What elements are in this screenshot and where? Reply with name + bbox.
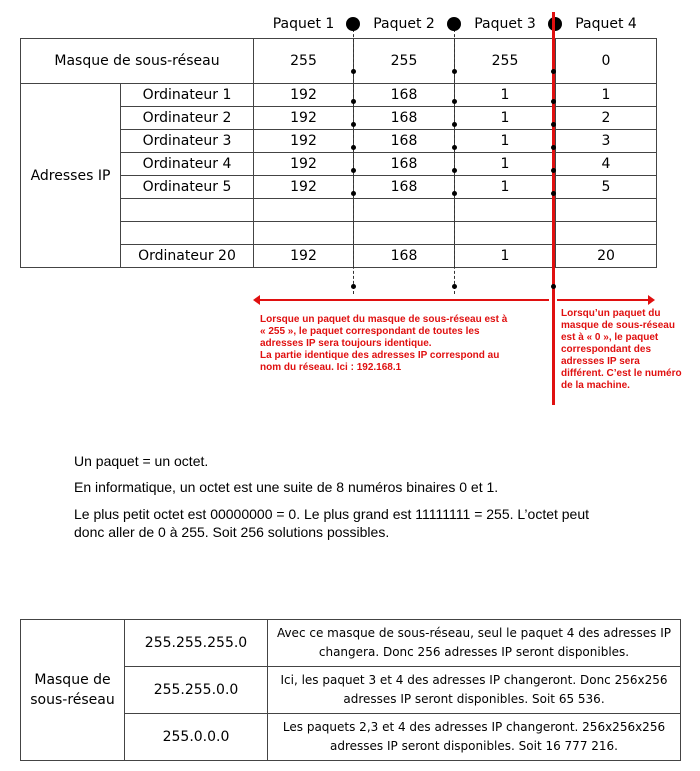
mask-label-line: sous-réseau: [30, 692, 115, 708]
computer-name: Ordinateur 3: [121, 130, 254, 153]
ip-octet: [455, 199, 556, 222]
separator-dot-large: [346, 17, 360, 31]
note-line: masque de sous-réseau: [561, 320, 675, 331]
mask-value: 255.255.0.0: [125, 667, 268, 714]
host-part-note: [561, 308, 682, 392]
mask-value: 255: [354, 39, 455, 84]
separator-dot: [351, 69, 356, 74]
mask-value: 255.255.255.0: [125, 620, 268, 667]
mask-description: [268, 667, 681, 714]
ip-octet: [556, 199, 657, 222]
ip-octet: 192: [254, 84, 354, 107]
ip-octet: 1: [455, 245, 556, 268]
table-row: [21, 620, 681, 667]
note-line: Lorsque un paquet du masque de sous-réseau est à: [260, 314, 508, 325]
ip-octet: 5: [556, 176, 657, 199]
separator-dot: [351, 99, 356, 104]
computer-name: [121, 199, 254, 222]
computer-name: Ordinateur 20: [121, 245, 254, 268]
separator-dot: [351, 284, 356, 289]
note-line: correspondant des: [561, 344, 652, 355]
description-line: Avec ce masque de sous-réseau, seul le paquet 4 des adresses IP: [276, 626, 672, 640]
paragraph: donc aller de 0 à 255. Soit 256 solutions possibles.: [74, 524, 390, 540]
separator-dot-large: [447, 17, 461, 31]
ip-octet: 192: [254, 130, 354, 153]
ip-octet: 168: [354, 107, 455, 130]
ip-octet: 1: [455, 107, 556, 130]
note-line: de la machine.: [561, 380, 630, 391]
note-line: nom du réseau. Ici : 192.168.1: [260, 362, 402, 373]
mask-value: 255: [254, 39, 354, 84]
note-line: La partie identique des adresses IP correspond au: [260, 350, 500, 361]
note-line: est à « 0 », le paquet: [561, 332, 659, 343]
separator-dot: [351, 168, 356, 173]
separator-dot: [452, 168, 457, 173]
note-line: différent. C’est le numéro: [561, 368, 682, 379]
ip-octet: 168: [354, 245, 455, 268]
ip-octet: [254, 222, 354, 245]
paragraph: Un paquet = un octet.: [74, 453, 209, 469]
separator-dot: [551, 99, 556, 104]
network-part-arrow: [255, 299, 549, 301]
separator-line-2: [454, 24, 455, 294]
separator-dot: [551, 191, 556, 196]
computer-name: Ordinateur 2: [121, 107, 254, 130]
table-row: [21, 84, 657, 107]
ip-address-table: [20, 10, 657, 268]
ip-octet: 168: [354, 153, 455, 176]
header-paquet-2: Paquet 2: [354, 10, 455, 39]
ip-octet: 192: [254, 153, 354, 176]
ip-octet: 1: [455, 84, 556, 107]
header-paquet-1: Paquet 1: [254, 10, 354, 39]
ip-octet: 168: [354, 176, 455, 199]
description-line: Ici, les paquet 3 et 4 des adresses IP changeront. Donc 256x256: [280, 673, 668, 687]
ip-octet: [354, 222, 455, 245]
paragraph: Le plus petit octet est 00000000 = 0. Le plus grand est 11111111 = 255. L’octet peut: [74, 506, 590, 522]
separator-dot: [351, 122, 356, 127]
separator-dot: [551, 284, 556, 289]
separator-dot: [452, 122, 457, 127]
note-line: adresses IP sera toujours identique.: [260, 338, 432, 349]
separator-line-1: [353, 24, 354, 294]
separator-dot: [452, 145, 457, 150]
subnet-mask-table: [20, 619, 681, 761]
ip-octet: 3: [556, 130, 657, 153]
mask-description: [268, 620, 681, 667]
paragraph: En informatique, un octet est une suite de 8 numéros binaires 0 et 1.: [74, 479, 499, 495]
computer-name: Ordinateur 4: [121, 153, 254, 176]
mask-label: Masque de sous-réseau: [21, 39, 254, 84]
ip-octet: 168: [354, 84, 455, 107]
ip-octet: [455, 222, 556, 245]
separator-dot: [351, 145, 356, 150]
separator-dot: [452, 69, 457, 74]
computer-name: Ordinateur 5: [121, 176, 254, 199]
mask-table-label: [21, 620, 125, 761]
separator-dot-large: [548, 17, 562, 31]
description-line: adresses IP seront disponibles. Soit 16 777 216.: [330, 739, 618, 753]
ip-octet: 20: [556, 245, 657, 268]
ip-octet: 1: [455, 176, 556, 199]
separator-dot: [452, 191, 457, 196]
note-line: adresses IP sera: [561, 356, 640, 367]
ip-octet: 1: [455, 153, 556, 176]
description-line: changera. Donc 256 adresses IP seront disponibles.: [318, 645, 630, 659]
separator-dot: [551, 122, 556, 127]
mask-label-line: Masque de: [34, 672, 111, 688]
separator-dot: [452, 99, 457, 104]
header-paquet-3: Paquet 3: [455, 10, 556, 39]
group-label: Adresses IP: [21, 84, 121, 268]
ip-octet: 2: [556, 107, 657, 130]
ip-octet: 192: [254, 107, 354, 130]
computer-name: [121, 222, 254, 245]
ip-octet: 4: [556, 153, 657, 176]
separator-dot: [351, 191, 356, 196]
description-line: adresses IP seront disponibles. Soit 65 536.: [343, 692, 605, 706]
ip-octet: 1: [455, 130, 556, 153]
separator-dot: [452, 284, 457, 289]
ip-octet: 192: [254, 245, 354, 268]
ip-octet: [556, 222, 657, 245]
network-part-note: [260, 314, 507, 374]
mask-description: [268, 714, 681, 761]
host-part-arrow: [557, 299, 653, 301]
ip-octet: 1: [556, 84, 657, 107]
note-line: « 255 », le paquet correspondant de toutes les: [260, 326, 480, 337]
separator-dot: [551, 145, 556, 150]
mask-value: 0: [556, 39, 657, 84]
note-line: Lorsqu’un paquet du: [561, 308, 661, 319]
ip-octet: [254, 199, 354, 222]
ip-octet: 192: [254, 176, 354, 199]
header-paquet-4: Paquet 4: [556, 10, 657, 39]
description-line: Les paquets 2,3 et 4 des adresses IP changeront. 256x256x256: [282, 720, 666, 734]
mask-value: 255: [455, 39, 556, 84]
ip-octet: [354, 199, 455, 222]
ip-octet: 168: [354, 130, 455, 153]
separator-dot: [551, 168, 556, 173]
separator-dot: [551, 69, 556, 74]
mask-value: 255.0.0.0: [125, 714, 268, 761]
computer-name: Ordinateur 1: [121, 84, 254, 107]
mask-row: [21, 39, 657, 84]
